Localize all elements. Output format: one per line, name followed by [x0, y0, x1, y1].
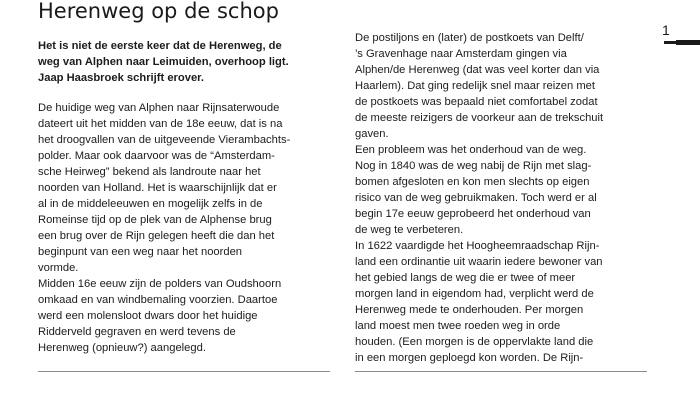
text-line: de weg te verbeteren. — [355, 224, 464, 236]
text-line: dateert uit het midden van de 18e eeuw, dat is na — [38, 118, 283, 130]
body-paragraph — [38, 276, 338, 356]
intro-paragraph — [38, 38, 338, 86]
text-line: in een morgen geploegd kon worden. De Rijn- — [355, 352, 584, 364]
text-line: Haarlem). Dat ging redelijk snel maar reizen met — [355, 80, 596, 92]
text-line: De postiljons en (later) de postkoets van Delft/ — [355, 32, 584, 44]
text-line: beginpunt van een weg naar het noorden — [38, 246, 243, 258]
body-paragraph — [355, 30, 655, 142]
text-line: land moest men twee roeden weg in orde — [355, 320, 561, 332]
text-line: het droogvallen van de uitgeveende Vierambachts- — [38, 134, 291, 146]
page-number: 1 — [662, 22, 670, 38]
text-line: vormde. — [38, 262, 79, 274]
text-line: noorden van Holland. Het is waarschijnlijk dat er — [38, 182, 277, 194]
intro-line: Het is niet de eerste keer dat de Herenweg, de — [38, 40, 282, 52]
text-line: risico van de weg gebruikmaken. Toch werd er al — [355, 192, 597, 204]
text-line: Alphen/de Herenweg (dat was veel korter dan via — [355, 64, 600, 76]
text-line: gaven. — [355, 128, 389, 140]
text-line: Nog in 1840 was de weg nabij de Rijn met slag- — [355, 160, 592, 172]
text-line: In 1622 vaardigde het Hoogheemraadschap Rijn- — [355, 240, 600, 252]
text-line: de postkoets was bepaald niet comfortabel zodat — [355, 96, 598, 108]
left-column — [38, 38, 338, 356]
body-paragraph — [355, 238, 655, 366]
text-line: al in de middeleeuwen en mogelijk zelfs in de — [38, 198, 263, 210]
text-line: houden. (Een morgen is de oppervlakte land die — [355, 336, 594, 348]
text-line: werd een molensloot dwars door het huidige — [38, 310, 258, 322]
text-line: omkaad en van windbemaling voorzien. Daartoe — [38, 294, 278, 306]
text-line: De huidige weg van Alphen naar Rijnsaterwoude — [38, 102, 280, 114]
article-title: Herenweg op de schop — [38, 0, 279, 23]
text-line: land een ordinantie uit waarin iedere bewoner van — [355, 256, 603, 268]
text-line: Ridderveld gegraven en werd tevens de — [38, 326, 236, 338]
text-line: Herenweg mede te onderhouden. Per morgen — [355, 304, 584, 316]
text-line: Herenweg (opnieuw?) aangelegd. — [38, 342, 206, 354]
text-line: polder. Maar ook daarvoor was de “Amsterdam- — [38, 150, 275, 162]
text-line: Een probleem was het onderhoud van de weg. — [355, 144, 587, 156]
footer-divider-right — [355, 371, 647, 372]
text-line: Romeinse tijd op de plek van de Alphense brug — [38, 214, 272, 226]
text-line: de meeste reizigers de voorkeur aan de trekschuit — [355, 112, 604, 124]
text-line: het gebied langs de weg die er twee of meer — [355, 272, 576, 284]
text-line: Midden 16e eeuw zijn de polders van Oudshoorn — [38, 278, 282, 290]
text-line: begin 17e eeuw geprobeerd het onderhoud van — [355, 208, 591, 220]
page-marker-bar — [664, 41, 700, 44]
text-line: sche Heirweg” bekend als landroute naar het — [38, 166, 261, 178]
right-column — [355, 30, 655, 366]
body-paragraph — [38, 100, 338, 276]
intro-line: weg van Alphen naar Leimuiden, overhoop ligt. — [38, 56, 289, 68]
text-line: een brug over de Rijn gelegen heeft die dan het — [38, 230, 275, 242]
body-paragraph — [355, 142, 655, 238]
intro-line: Jaap Haasbroek schrijft erover. — [38, 72, 205, 84]
text-line: bomen afgesloten en kon men slechts op eigen — [355, 176, 590, 188]
text-line: morgen land in eigendom had, verplicht werd de — [355, 288, 594, 300]
footer-divider-left — [38, 371, 330, 372]
text-line: ’s Gravenhage naar Amsterdam gingen via — [355, 48, 567, 60]
